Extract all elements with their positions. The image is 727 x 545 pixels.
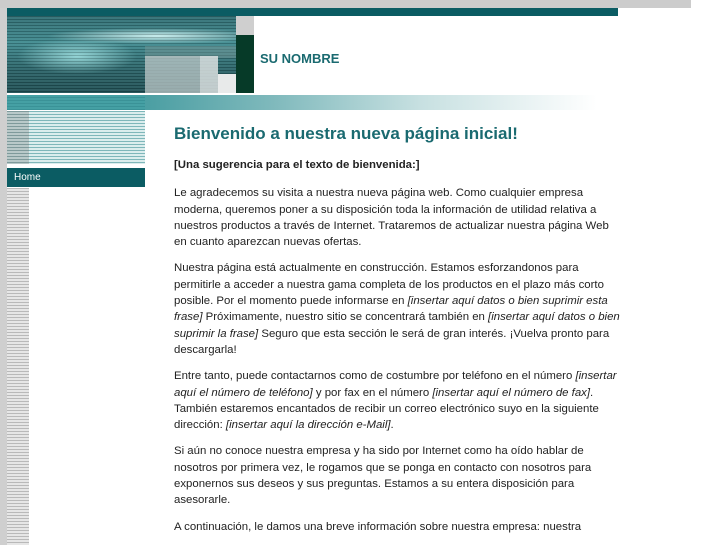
- text: .: [390, 419, 394, 432]
- paragraph-construction: [174, 260, 624, 358]
- text: y por fax en el número: [312, 386, 433, 399]
- sidebar-lines: [7, 188, 29, 545]
- welcome-subhead: [Una sugerencia para el texto de bienvenida:]: [174, 159, 420, 171]
- paragraph-company-info: A continuación, le damos una breve información sobre nuestra empresa: nuestra: [174, 520, 582, 533]
- header-dark-bar: [236, 35, 254, 93]
- header-grey-square: [236, 16, 254, 35]
- photo-overlay-block: [200, 56, 218, 93]
- nav-item-home[interactable]: Home: [7, 168, 145, 187]
- placeholder-email: [insertar aquí la dirección e-Mail]: [225, 419, 391, 432]
- placeholder-text: [insertar aquí datos o bien suprimir esta frase]: [174, 295, 608, 324]
- text: Nuestra página está actualmente en construcción. Estamos esforzandonos para permitirle a acceder a nuestra gama completa de los productos en el plazo más corto posible. Por el momento puede informarse en: [174, 262, 604, 308]
- paragraph-contact: [174, 368, 624, 433]
- photo-overlay-block: [145, 56, 200, 93]
- main-content: [174, 123, 624, 545]
- sidebar-stripes-dark: [7, 111, 29, 164]
- text: Entre tanto, puede contactarnos como de costumbre por teléfono en el número: [174, 370, 576, 383]
- text: . También estaremos encantados de recibir un correo electrónico suyo en la siguiente dirección:: [174, 386, 599, 432]
- placeholder-phone: [insertar aquí el número de teléfono]: [174, 370, 617, 399]
- site-name: SU NOMBRE: [260, 51, 340, 66]
- page-title: Bienvenido a nuestra nueva página inicial!: [174, 124, 518, 143]
- gradient-band-left: [7, 95, 145, 110]
- top-grey-bar: [0, 0, 691, 8]
- paragraph-intro: Le agradecemos su visita a nuestra nueva página web. Como cualquier empresa moderna, queremos poner a su disposición toda la información de utilidad relativa a nuestros productos a través de Internet. Trataremos de actualizar nuestra página Web en cuanto aparezcan nuevas ofertas.: [174, 187, 609, 249]
- paragraph-new-visitors: Si aún no conoce nuestra empresa y ha sido por Internet como ha oído hablar de nosotros por primera vez, le rogamos que se ponga en contacto con nosotros para exponernos sus deseos y sus preguntas. Estamos a su entera disposición para asesorarle.: [174, 445, 592, 507]
- left-gutter: [0, 0, 7, 545]
- placeholder-fax: [insertar aquí el número de fax]: [432, 386, 591, 399]
- text: Seguro que esta sección le será de gran interés. ¡Vuelva pronto para descargarla!: [174, 327, 610, 356]
- placeholder-text: [insertar aquí datos o bien suprimir la frase]: [174, 311, 620, 340]
- text: Próximamente, nuestro sitio se concentrará también en: [202, 311, 489, 324]
- top-teal-bar: [7, 8, 618, 16]
- photo-overlay-block: [218, 74, 236, 93]
